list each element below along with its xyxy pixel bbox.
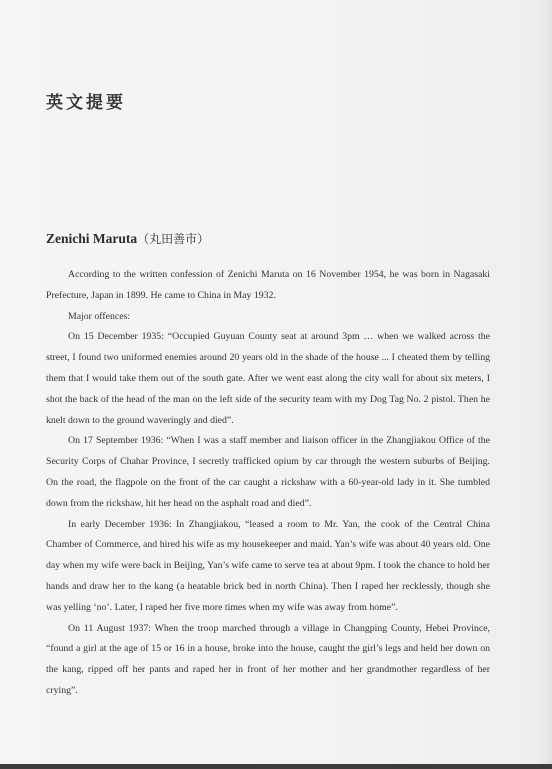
paragraph-offence-1937: On 11 August 1937: When the troop marched through a village in Changping County, Hebei Province, “found a girl at the age of 15 or 16 in a house, broke into the house, caught the girl’s legs and held her down on the kang, ripped off her pants and raped her in front of her mother and her grandmother regardless of her crying”. — [46, 622, 490, 696]
article-title-cjk: （丸田善市） — [137, 232, 210, 246]
article — [46, 230, 490, 702]
paragraph-offence-dec-1936: In early December 1936: In Zhangjiakou, “leased a room to Mr. Yan, the cook of the Central China Chamber of Commerce, and hired his wife as my housekeeper and maid. Yan’s wife was about 40 years old. One day when my wife were back in Beijing, Yan’s wife came to serve tea at about 9pm. I took the chance to hold her hands and draw her to the kang (a heatable brick bed in north China). Then I raped her recklessly, though she was yelling ‘no’. Later, I raped her five more times when my wife was away from home”. — [46, 518, 490, 613]
paragraph-offence-sept-1936: On 17 September 1936: “When I was a staff member and liaison officer in the Zhangjiakou Office of the Security Corps of Chahar Province, I secretly trafficked opium by car through the western suburbs of Beijing. On the road, the flagpole on the front of the car caught a rickshaw with a 60-year-old lady in it. She tumbled down from the rickshaw, hit her head on the asphalt road and died”. — [46, 435, 490, 509]
paragraph-intro: According to the written confession of Zenichi Maruta on 16 November 1954, he was born in Nagasaki Prefecture, Japan in 1899. He came to China in May 1932. — [46, 269, 490, 301]
article-title — [46, 230, 490, 247]
paragraph-offence-1935: On 15 December 1935: “Occupied Guyuan County seat at around 3pm … when we walked across the street, I found two uniformed enemies around 20 years old in the shade of the house ... I cheated them by telling them that I would take them out of the south gate. After we went east along the city wall for about six meters, I shot the back of the head of the man on the left side of the security team with my Dog Tag No. 2 pistol. Then he knelt down to the ground waveringly and died”. — [46, 331, 490, 426]
section-heading: 英文提要 — [46, 93, 126, 113]
page-edge-shadow — [538, 0, 552, 769]
article-title-name: Zenichi Maruta — [46, 231, 138, 246]
scanner-bottom-edge — [0, 764, 552, 769]
paragraph-offences-heading: Major offences: — [68, 310, 131, 322]
